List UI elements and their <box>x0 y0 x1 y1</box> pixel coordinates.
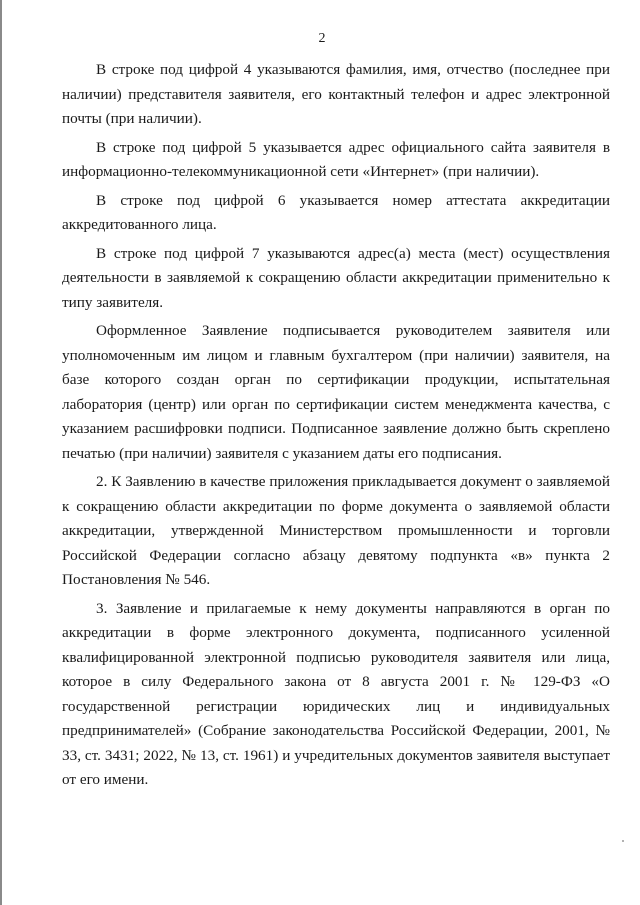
paragraph-line-6: В строке под цифрой 6 указывается номер аттестата аккредитации аккредитованного лица. <box>62 191 610 233</box>
scan-artifact <box>622 840 624 842</box>
paragraph-signing: Оформленное Заявление подписывается руководителем заявителя или уполномоченным им лицом и главным бухгалтером (при наличии) заявителя, на базе которого создан орган по сертификации продукции, испытательная лаборатория (центр) или орган по сертификации систем менеджмента качества, с указанием расшифровки подписи. Подписанное заявление должно быть скреплено печатью (при наличии) заявителя с указанием даты его подписания. <box>62 322 610 462</box>
paragraph-item-2: 2. К Заявлению в качестве приложения прикладывается документ о заявляемой к сокращению области аккредитации по форме документа о заявляемой области аккредитации, утвержденной Министерством промышленности и торговли Российской Федерации согласно абзацу девятому подпункта «в» пункта 2 Постановления № 546. <box>62 473 610 588</box>
page-number: 2 <box>318 31 326 46</box>
paragraph-line-7: В строке под цифрой 7 указываются адрес(а) места (мест) осуществления деятельности в заявляемой к сокращению области аккредитации применительно к типу заявителя. <box>62 244 610 311</box>
document-body <box>62 58 610 797</box>
paragraph-line-5: В строке под цифрой 5 указывается адрес официального сайта заявителя в информационно-телекоммуникационной сети «Интернет» (при наличии). <box>62 138 610 180</box>
paragraph-item-3: 3. Заявление и прилагаемые к нему документы направляются в орган по аккредитации в форме электронного документа, подписанного усиленной квалифицированной электронной подписью руководителя заявителя или лица, которое в силу Федерального закона от 8 августа 2001 г. № 129-ФЗ «О государственной регистрации юридических лиц и индивидуальных предпринимателей» (Собрание законодательства Российской Федерации, 2001, № 33, ст. 3431; 2022, № 13, ст. 1961) и учредительных документов заявителя выступает от его имени. <box>62 599 610 788</box>
paragraph-line-4: В строке под цифрой 4 указываются фамилия, имя, отчество (последнее при наличии) представителя заявителя, его контактный телефон и адрес электронной почты (при наличии). <box>62 61 610 127</box>
